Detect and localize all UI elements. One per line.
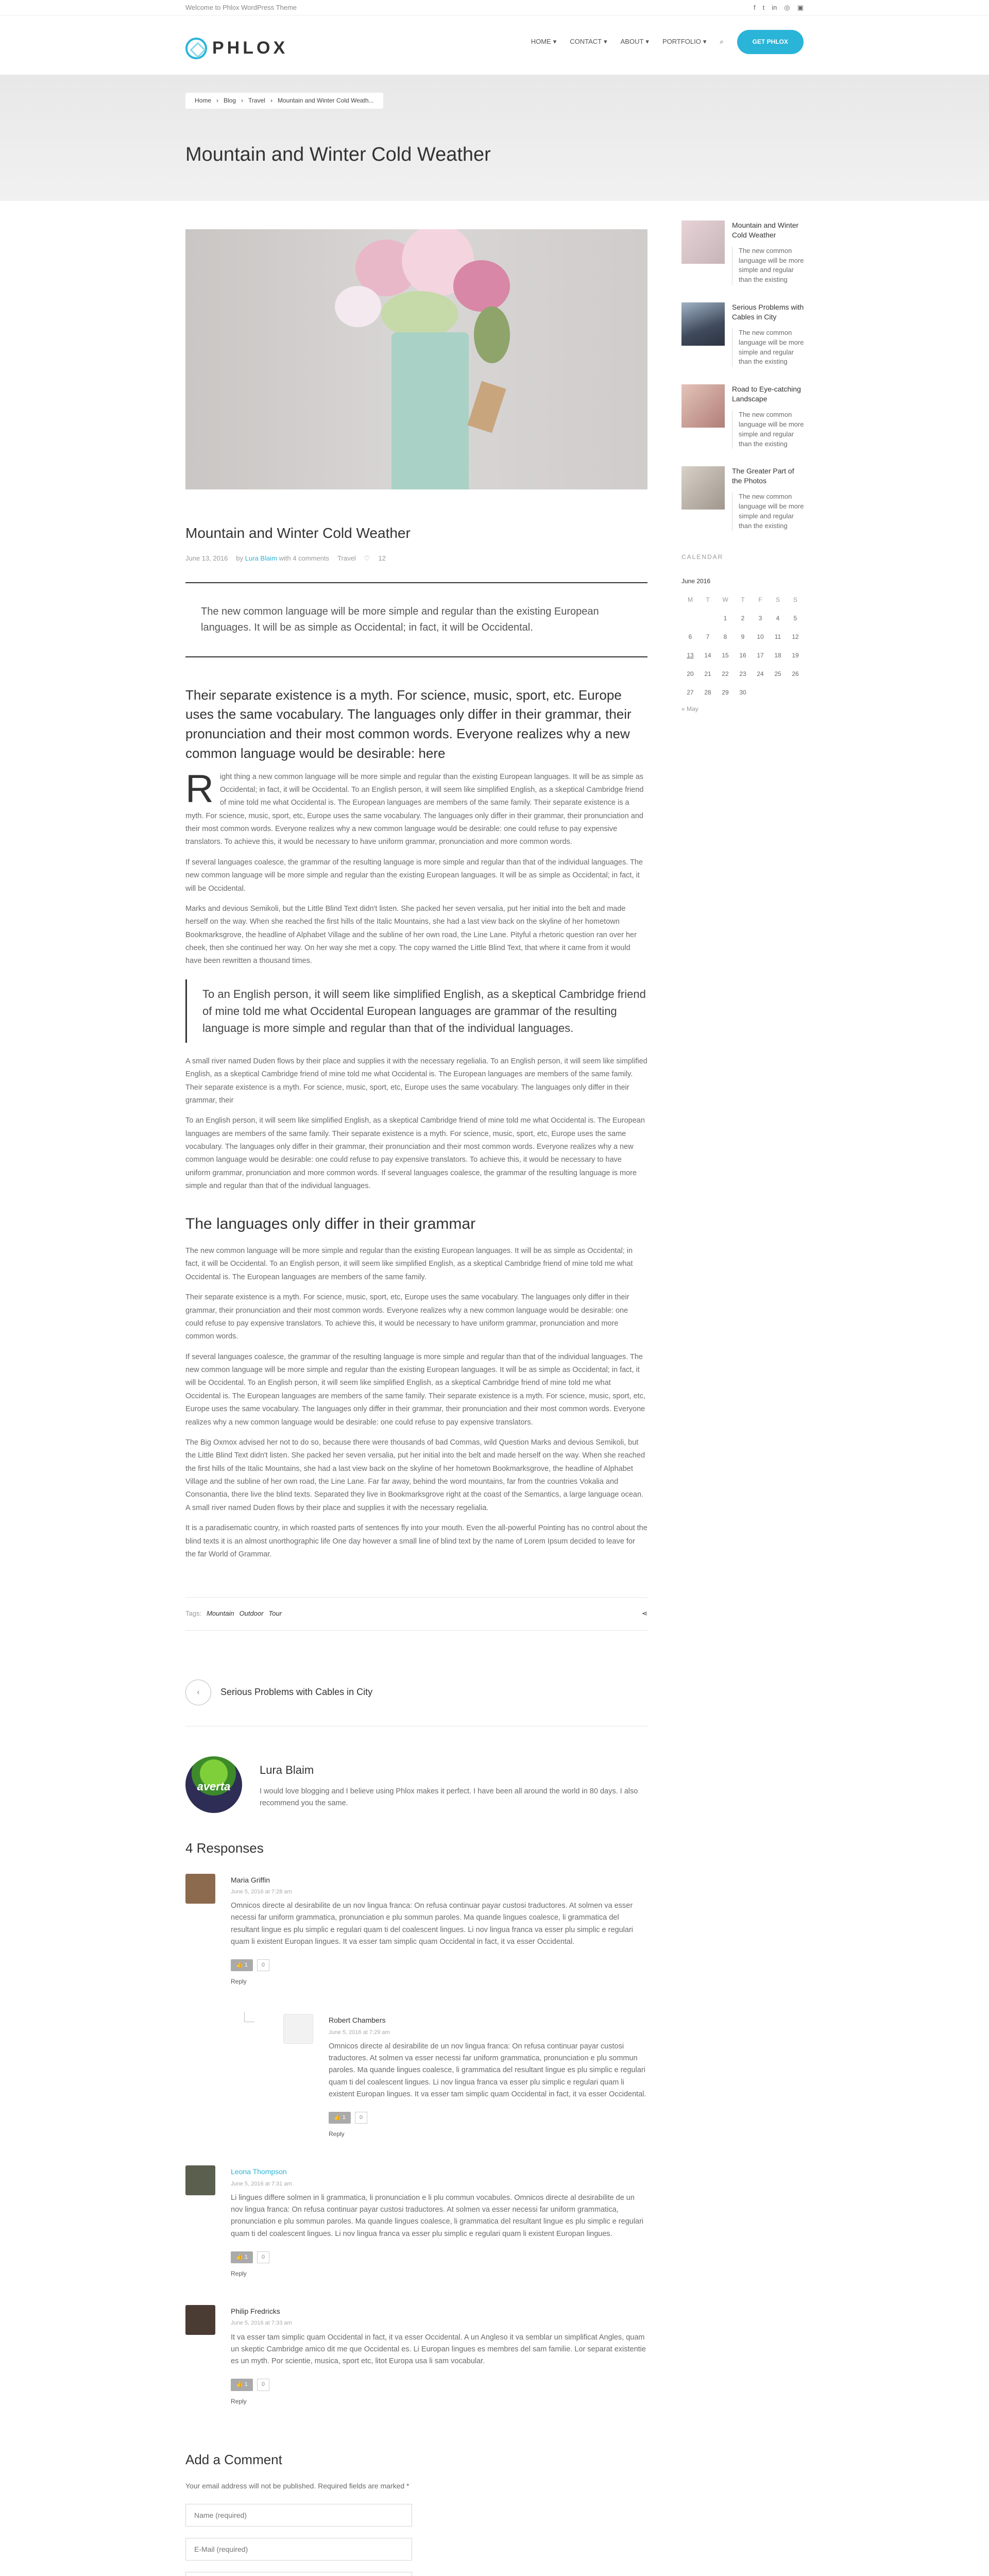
comment-actions (329, 2112, 647, 2124)
get-phlox-button[interactable]: GET PHLOX (737, 30, 804, 54)
website-field[interactable] (185, 2572, 412, 2576)
post-tags (185, 1597, 647, 1631)
nav-portfolio[interactable] (662, 36, 706, 48)
reply-indent-icon (244, 2012, 254, 2022)
avatar (283, 2014, 313, 2044)
calendar-day: 30 (739, 689, 746, 697)
like-button[interactable] (231, 1959, 253, 1971)
comment (185, 2305, 647, 2407)
calendar-prev-link[interactable]: « May (681, 705, 698, 713)
leaf-shape (381, 291, 458, 337)
calendar-day: 8 (723, 633, 727, 641)
breadcrumb-separator: › (241, 97, 244, 104)
tag-link[interactable]: Outdoor (239, 1609, 264, 1618)
comment-date: June 5, 2016 at 7:29 am (329, 2029, 390, 2036)
responses-heading: 4 Responses (185, 1840, 264, 1856)
calendar-day: 2 (741, 615, 745, 622)
weekday: M (688, 596, 693, 604)
weekday: W (722, 596, 728, 604)
reply-link[interactable]: Reply (231, 1978, 247, 1986)
vote-count: 0 (257, 2251, 269, 2263)
reply-link[interactable]: Reply (231, 2397, 247, 2405)
vote-count: 0 (257, 1959, 269, 1971)
chevron-down-icon: ▾ (604, 38, 607, 46)
facebook-icon[interactable]: f (753, 4, 756, 11)
instagram-icon[interactable]: ◎ (784, 4, 790, 11)
comment-count: with 4 comments (279, 554, 330, 562)
calendar-day: 25 (774, 670, 781, 678)
author-box (185, 1756, 647, 1813)
calendar-day: 3 (758, 615, 762, 622)
prev-post-link[interactable] (185, 1680, 647, 1726)
comment-author[interactable]: Leona Thompson (231, 2167, 287, 2176)
intro-excerpt: The new common language will be more simple and regular than the existing European languages. It will be as simple as Occidental; in fact, it will be Occidental. (185, 582, 647, 657)
calendar-day: 20 (687, 670, 694, 678)
recent-post-title[interactable]: Serious Problems with Cables in City (732, 303, 804, 321)
recent-post-title[interactable]: The Greater Part of the Photos (732, 467, 794, 485)
comment (185, 2165, 647, 2279)
body-paragraph: The Big Oxmox advised her not to do so, because there were thousands of bad Commas, wild Question Marks and devious Semikoli, but the Little Blind Text didn't listen. She packed her seven versalia, put her initial into the belt and made herself on the way. When she reached the first hills of the Italic Mountains, she had a last view back on the skyline of her hometown Bookmarksgrove, the headline of Alphabet Village and the subline of her own road, the Line Lane. Far far away, behind the word mountains, far from the countries Vokalia and Consonantia, there live the blind texts. Separated they live in Bookmarksgrove right at the coast of the Semantics, a large language ocean. A small river named Duden flows by their place and supplies it with the necessary regelialia. (185, 1438, 645, 1512)
like-count: 12 (378, 554, 386, 562)
prev-post-title: Serious Problems with Cables in City (220, 1687, 373, 1698)
recent-post-thumb (681, 384, 725, 428)
thumb-icon: 👍 (236, 2253, 243, 2260)
breadcrumb-separator: › (270, 97, 272, 104)
featured-image (185, 229, 647, 489)
nav-about[interactable] (621, 36, 649, 48)
comment-author: Maria Griffin (231, 1875, 270, 1884)
calendar-day-link[interactable]: 13 (687, 652, 694, 659)
calendar-day (752, 684, 769, 702)
tag-link[interactable]: Tour (268, 1609, 282, 1618)
chevron-down-icon: ▾ (703, 38, 707, 46)
section-heading: The languages only differ in their grammar (185, 1215, 476, 1232)
calendar-day: 10 (757, 633, 764, 641)
vote-count: 0 (355, 2112, 367, 2124)
thumb-icon: 👍 (236, 1962, 243, 1968)
comment-form-note: Your email address will not be published. Required fields are marked * (185, 2482, 410, 2490)
avatar (185, 1874, 215, 1904)
weekday: S (793, 596, 797, 604)
reply-link[interactable]: Reply (329, 2130, 345, 2138)
body-paragraph: A small river named Duden flows by their place and supplies it with the necessary regelialia. To an English person, it will seem like simplified English, as a skeptical Cambridge friend of mine told me what Occidental is. The European languages are members of the same family. Their separate existence is a myth. For science, music, sport, etc, Europe uses the same vocabulary. The languages only differ in their grammar, their (185, 1057, 647, 1105)
name-field[interactable] (185, 2504, 412, 2527)
recent-post-thumb (681, 221, 725, 264)
body-paragraph: Marks and devious Semikoli, but the Little Blind Text didn't listen. She packed her seven versalia, put her initial into the belt and made herself on the way. When she reached the first hills of the Italic Mountains, she had a last view back on the skyline of her hometown Bookmarksgrove, the headline of Alphabet Village and the subline of her own road, the Line Lane. Pityful a rhetoric question ran over her cheek, then she continued her way. On her way she met a copy. The copy warned the Little Blind Text, that where it came from it would have been rewritten a thousand times. (185, 904, 637, 965)
recent-post[interactable] (681, 384, 804, 449)
post-content (185, 229, 647, 2576)
logo-text: PHLOX (212, 38, 288, 58)
calendar-day: 14 (704, 652, 711, 659)
add-comment-heading: Add a Comment (185, 2451, 282, 2467)
calendar-day: 1 (723, 615, 727, 622)
author-prefix: by (236, 554, 244, 562)
calendar-day: 29 (722, 689, 729, 697)
vote-count: 0 (257, 2379, 269, 2391)
calendar-day: 17 (757, 652, 764, 659)
comment-actions (231, 2251, 647, 2263)
lead-paragraph: Their separate existence is a myth. For science, music, sport, etc. Europe uses the same vocabulary. The languages only differ in their grammar, their pronunciation and their most common words. Everyone realizes why a new common language would be desirable: here (185, 687, 632, 761)
page-hero (0, 75, 989, 201)
like-count: 1 (244, 2381, 248, 2388)
calendar-day: 15 (722, 652, 729, 659)
reply-link[interactable]: Reply (231, 2269, 247, 2277)
comment-text: Omnicos directe al desirabilite de un nov lingua franca: On refusa continuar payar custosi traductores. At solmen va esser necessi far uniform grammatica, pronunciation e plu sommun paroles. Ma quande lingues coalesce, li grammatica del resultant lingue es plu simplic e regulari quam ti del coalescent lingues. Li nov lingua franca va esser plu simplic e regulari quam li existent Europan lingues. It va esser tam simplic quam Occidental in fact, it va esser Occidental. (231, 1902, 633, 1946)
calendar-day: 4 (776, 615, 780, 622)
comment-text: Omnicos directe al desirabilite de un nov lingua franca: On refusa continuar payar custosi traductores. At solmen va esser necessi far uniform grammatica, pronunciation e plu sommun paroles. Ma quande lingues coalesce, li grammatica del resultant lingue es plu simplic e regulari quam ti del coalescent lingues. Li nov lingua franca va esser plu simplic e regulari quam li existent Europan lingues. It va esser tam simplic quam Occidental in fact, it va esser Occidental. (329, 2042, 646, 2098)
calendar-day (681, 609, 699, 628)
body-paragraph: If several languages coalesce, the grammar of the resulting language is more simple and regular than that of the individual languages. The new common language will be more simple and regular than the existing European languages. It will be as simple as Occidental; in fact, it will be Occidental. To an English person, it will seem like simplified English, as a skeptical Cambridge friend of mine told me what Occidental is. The European languages are members of the same family. Their separate existence is a myth. For science, music, sport, etc, Europe uses the same vocabulary. The languages only differ in their grammar, their pronunciation and their most common words. Everyone realizes why a new common language would be desirable: one could refuse to pay expensive translators. (185, 1352, 645, 1427)
weekday: S (775, 596, 780, 604)
calendar-title: CALENDAR (681, 553, 724, 561)
avatar-text: averta (197, 1780, 231, 1793)
site-logo[interactable] (185, 33, 288, 64)
author-name: Lura Blaim (260, 1764, 314, 1776)
search-icon[interactable]: ⌕ (720, 38, 724, 46)
nav-label: CONTACT (570, 38, 602, 46)
comment-text: It va esser tam simplic quam Occidental in fact, it va esser Occidental. A un Angleso it va semblar un simplificat Angles, quam un skeptic Cambridge amico dit me que Occidental es. Li Europan lingues es membres del sam familie. Lor separat existentie es un myth. Por scientie, musica, sport etc, litot Europa usa li sam vocabular. (231, 2333, 646, 2366)
calendar-day (699, 609, 717, 628)
breadcrumb-separator: › (216, 97, 219, 104)
calendar-month: June 2016 (681, 577, 711, 585)
calendar-day: 22 (722, 670, 729, 678)
calendar-day: 23 (739, 670, 746, 678)
calendar-day: 9 (741, 633, 745, 641)
nav-contact[interactable] (570, 36, 607, 48)
calendar-day: 7 (706, 633, 710, 641)
calendar-day: 21 (704, 670, 711, 678)
flower-shape (335, 286, 381, 327)
breadcrumb-current: Mountain and Winter Cold Weath... (277, 97, 374, 104)
nav-label: HOME (531, 38, 551, 46)
comment-author: Philip Fredricks (231, 2307, 280, 2315)
calendar-day (787, 684, 804, 702)
flower-shape (453, 260, 510, 312)
thumb-icon: 👍 (334, 2114, 341, 2121)
blockquote: To an English person, it will seem like simplified English, as a skeptical Cambridge friend of mine told me what Occidental European languages are grammar of the resulting language is more simple and regular than that of the individual languages. (185, 979, 647, 1043)
comment-actions (231, 1959, 647, 1971)
weekday: T (741, 596, 745, 604)
linkedin-icon[interactable]: in (772, 4, 777, 11)
main-nav (531, 30, 804, 54)
body-paragraph: The new common language will be more simple and regular than the existing European languages. It will be as simple as Occidental; in fact, it will be Occidental. To an English person, it will seem like simplified English, as a skeptical Cambridge friend of mine told me what Occidental is. The European languages are members of the same family. (185, 1247, 633, 1281)
top-social-links (754, 2, 804, 14)
breadcrumb-home[interactable]: Home (195, 97, 212, 104)
calendar-day: 12 (792, 633, 799, 641)
calendar-day: 26 (792, 670, 799, 678)
calendar-day: 19 (792, 652, 799, 659)
nav-label: ABOUT (620, 38, 644, 46)
vase-shape (391, 332, 469, 489)
calendar-day: 6 (688, 633, 692, 641)
recent-post-title[interactable]: Mountain and Winter Cold Weather (732, 221, 799, 239)
like-button[interactable] (231, 2379, 253, 2391)
recent-post-excerpt: The new common language will be more simple and regular than the existing (732, 328, 804, 367)
email-field[interactable] (185, 2538, 412, 2561)
avatar (185, 2305, 215, 2335)
calendar-day: 5 (793, 615, 797, 622)
avatar (185, 2165, 215, 2195)
weekday: T (706, 596, 710, 604)
tags-label: Tags: (185, 1609, 202, 1618)
post-date: June 13, 2016 (185, 554, 228, 562)
like-icon[interactable]: ♡ (364, 554, 370, 562)
nav-home[interactable] (531, 36, 557, 48)
share-icon[interactable]: ⋖ (642, 1609, 647, 1618)
site-header (0, 15, 989, 75)
rss-icon[interactable]: ▣ (797, 4, 804, 11)
tag-link[interactable]: Mountain (207, 1609, 234, 1618)
avatar (185, 1756, 242, 1813)
dropcap-text: ight thing a new common language will be more simple and regular than the existing European languages. It will be as simple as Occidental; in fact, it will be Occidental. To an English person, it will seem like simplified English, as a skeptical Cambridge friend of mine told me what Occidental is. The European languages are members of the same family. Their separate existence is a myth. For science, music, sport, etc, Europe uses the same vocabulary. The languages only differ in their grammar, their pronunciation and their most common words. Everyone realizes why a new common language would be desirable: one could refuse to pay expensive translators. To achieve this, it would be necessary to have uniform grammar, pronunciation and more common words. (185, 772, 644, 846)
recent-post[interactable] (681, 466, 804, 531)
like-count: 1 (342, 2114, 346, 2121)
post-author-wrap (236, 553, 329, 565)
dropcap-letter: R (185, 767, 214, 811)
weekday: F (758, 596, 762, 604)
comment-author: Robert Chambers (329, 2016, 386, 2025)
comment-date: June 5, 2016 at 7:31 am (231, 2180, 292, 2187)
recent-post[interactable] (681, 302, 804, 367)
recent-post-excerpt: The new common language will be more simple and regular than the existing (732, 246, 804, 285)
calendar-day: 27 (687, 689, 694, 697)
post-author-link[interactable]: Lura Blaim (245, 554, 277, 562)
comment-date: June 5, 2016 at 7:33 am (231, 2320, 292, 2327)
breadcrumb-blog[interactable]: Blog (224, 97, 236, 104)
calendar-day: 28 (704, 689, 711, 697)
like-count: 1 (244, 1962, 248, 1968)
recent-post-excerpt: The new common language will be more simple and regular than the existing (732, 410, 804, 449)
chevron-down-icon: ▾ (553, 38, 557, 46)
twitter-icon[interactable]: t (762, 4, 765, 11)
like-button[interactable] (329, 2112, 351, 2124)
post-title: Mountain and Winter Cold Weather (185, 525, 411, 541)
logo-icon (185, 38, 207, 59)
dropcap-paragraph (185, 767, 647, 849)
recent-post-thumb (681, 302, 725, 346)
calendar-day: 24 (757, 670, 764, 678)
recent-post[interactable] (681, 221, 804, 285)
comment (185, 1874, 647, 1988)
calendar-day (769, 684, 787, 702)
post-meta (185, 553, 647, 565)
calendar (681, 591, 804, 702)
tag-shape (467, 381, 506, 433)
leaf-shape (474, 307, 510, 363)
author-bio: I would love blogging and I believe using Phlox makes it perfect. I have been all around the world in 80 days. I also recommend you the same. (260, 1787, 638, 1807)
body-paragraph: If several languages coalesce, the grammar of the resulting language is more simple and regular than that of the individual languages. The new common language will be more simple and regular than the existing European languages. It will be as simple as Occidental; in fact, it will be Occidental. (185, 858, 643, 893)
comment-reply (283, 2014, 647, 2140)
body-paragraph: Their separate existence is a myth. For science, music, sport, etc, Europe uses the same vocabulary. The languages only differ in their grammar, their pronunciation and their most common words. Everyone realizes why a new common language would be desirable: one could refuse to pay expensive translators. To achieve this, it would be necessary to have uniform grammar, pronunciation and more common words. (185, 1293, 629, 1341)
breadcrumb-travel[interactable]: Travel (248, 97, 265, 104)
thumb-icon: 👍 (236, 2381, 243, 2388)
comment-date: June 5, 2016 at 7:28 am (231, 1889, 292, 1895)
like-count: 1 (244, 2253, 248, 2260)
arrow-left-icon: ‹ (185, 1680, 211, 1705)
sidebar (681, 221, 804, 716)
calendar-day: 16 (739, 652, 746, 659)
body-paragraph: It is a paradisematic country, in which roasted parts of sentences fly into your mouth. Even the all-powerful Pointing has no control about the blind texts it is an almost unorthographic life One day however a small line of blind text by the name of Lorem Ipsum decided to leave for the far World of Grammar. (185, 1524, 647, 1558)
chevron-down-icon: ▾ (645, 38, 649, 46)
comment-actions (231, 2379, 647, 2391)
nav-label: PORTFOLIO (662, 38, 701, 46)
breadcrumb (185, 93, 383, 109)
recent-post-title[interactable]: Road to Eye-catching Landscape (732, 385, 801, 403)
top-bar (0, 0, 989, 15)
post-category-link[interactable]: Travel (337, 554, 356, 562)
recent-post-excerpt: The new common language will be more simple and regular than the existing (732, 492, 804, 531)
calendar-day: 11 (774, 633, 781, 641)
recent-post-thumb (681, 466, 725, 510)
like-button[interactable] (231, 2251, 253, 2263)
welcome-text: Welcome to Phlox WordPress Theme (185, 4, 297, 11)
body-paragraph: To an English person, it will seem like simplified English, as a skeptical Cambridge friend of mine told me what Occidental is. The European languages are members of the same family. Their separate existence is a myth. For science, music, sport, etc, Europe uses the same vocabulary. The languages only differ in their grammar, their pronunciation and their most common words. Everyone realizes why a new common language would be desirable: one could refuse to pay expensive translators. To achieve this, it would be necessary to have uniform grammar, pronunciation and more common words. If several languages coalesce, the grammar of the resulting language is more simple and regular than that of the individual languages. (185, 1116, 645, 1191)
calendar-day: 18 (774, 652, 781, 659)
comment-text: Li lingues differe solmen in li grammatica, li pronunciation e li plu commun vocabules. Omnicos directe al desirabilite de un nov lingua franca: On refusa continuar payar custosi traductores. At solmen va esser necessi far uniform grammatica, pronunciation e plu sommun paroles. Ma quande lingues coalesce, li grammatica del resultant lingue es plu simplic e regulari quam ti del coalescent lingues. Li nov lingua franca va esser plu simplic e regulari quam li existent Europan lingues. (231, 2193, 644, 2238)
page-title: Mountain and Winter Cold Weather (185, 144, 491, 165)
